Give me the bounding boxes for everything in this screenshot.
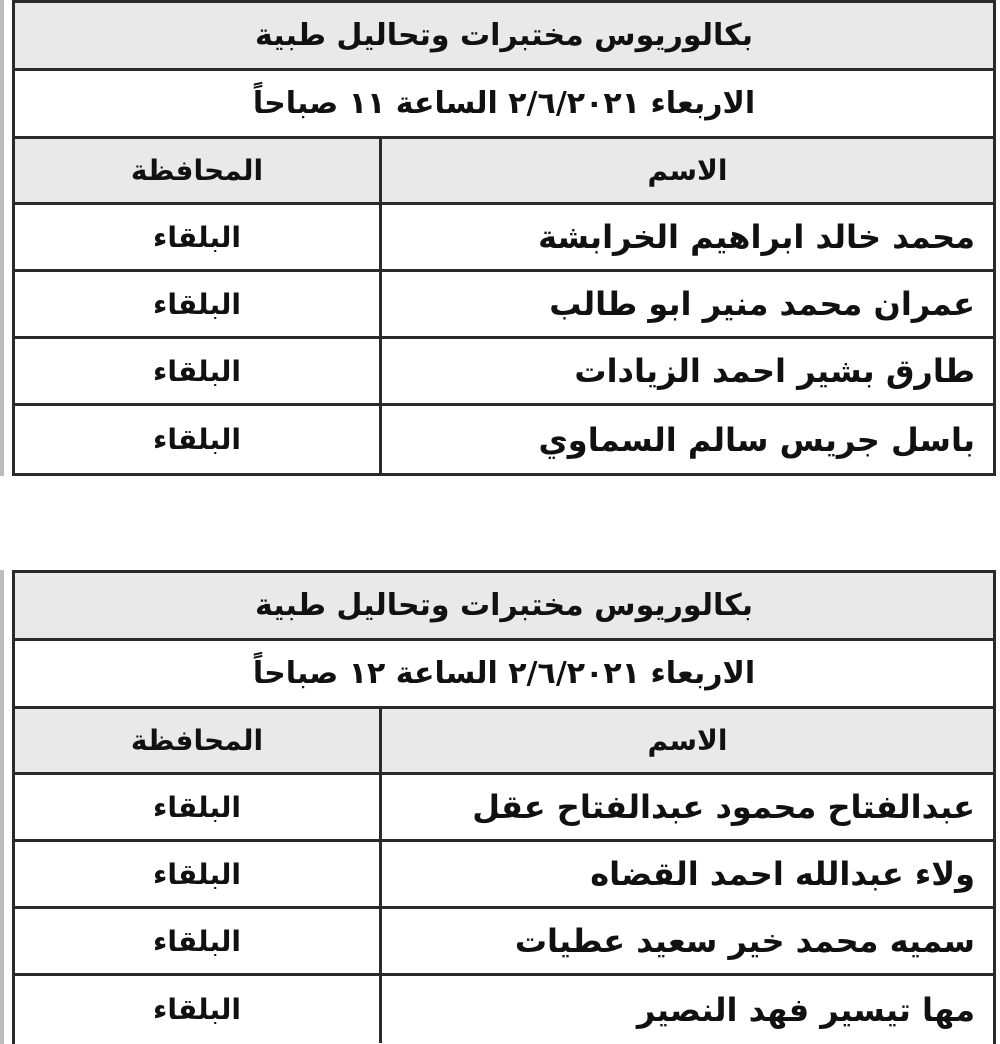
student-governorate: البلقاء: [153, 287, 241, 321]
student-governorate: البلقاء: [153, 354, 241, 388]
table-row: [15, 909, 993, 976]
table-row: [15, 339, 993, 406]
student-governorate: البلقاء: [153, 220, 241, 254]
student-governorate: البلقاء: [153, 924, 241, 958]
table-row: [15, 842, 993, 909]
table-date-row: [15, 71, 993, 139]
column-header-governorate: المحافظة: [130, 724, 264, 757]
table-date: الاربعاء ٢/٦/٢٠٢١ الساعة ١١ صباحاً: [252, 86, 756, 121]
student-name: عبدالفتاح محمود عبدالفتاح عقل: [379, 775, 993, 839]
student-name: باسل جريس سالم السماوي: [379, 406, 993, 473]
table-date-row: [15, 641, 993, 709]
student-name: مها تيسير فهد النصير: [379, 976, 993, 1043]
table-row: [15, 406, 993, 473]
schedule-table-2: [12, 570, 996, 1044]
table-title: بكالوريوس مختبرات وتحاليل طبية: [255, 588, 753, 623]
student-name: ولاء عبدالله احمد القضاه: [379, 842, 993, 906]
table-row: [15, 272, 993, 339]
student-name: محمد خالد ابراهيم الخرابشة: [379, 205, 993, 269]
student-governorate: البلقاء: [153, 423, 241, 456]
table-date: الاربعاء ٢/٦/٢٠٢١ الساعة ١٢ صباحاً: [252, 656, 756, 691]
column-header-name: الاسم: [379, 709, 993, 772]
table-header-row: [15, 709, 993, 775]
schedule-table-1: [12, 0, 996, 476]
student-governorate: البلقاء: [153, 857, 241, 891]
column-header-name: الاسم: [379, 139, 993, 202]
table-row: [15, 205, 993, 272]
student-name: عمران محمد منير ابو طالب: [379, 272, 993, 336]
table-title: بكالوريوس مختبرات وتحاليل طبية: [255, 18, 753, 53]
column-header-governorate: المحافظة: [130, 154, 264, 187]
table-row: [15, 775, 993, 842]
table-header-row: [15, 139, 993, 205]
student-governorate: البلقاء: [153, 790, 241, 824]
student-governorate: البلقاء: [153, 993, 241, 1026]
student-name: سميه محمد خير سعيد عطيات: [379, 909, 993, 973]
table-gap: [0, 476, 1000, 570]
table-row: [15, 976, 993, 1043]
table-title-row: [15, 3, 993, 71]
table-title-row: [15, 573, 993, 641]
student-name: طارق بشير احمد الزيادات: [379, 339, 993, 403]
